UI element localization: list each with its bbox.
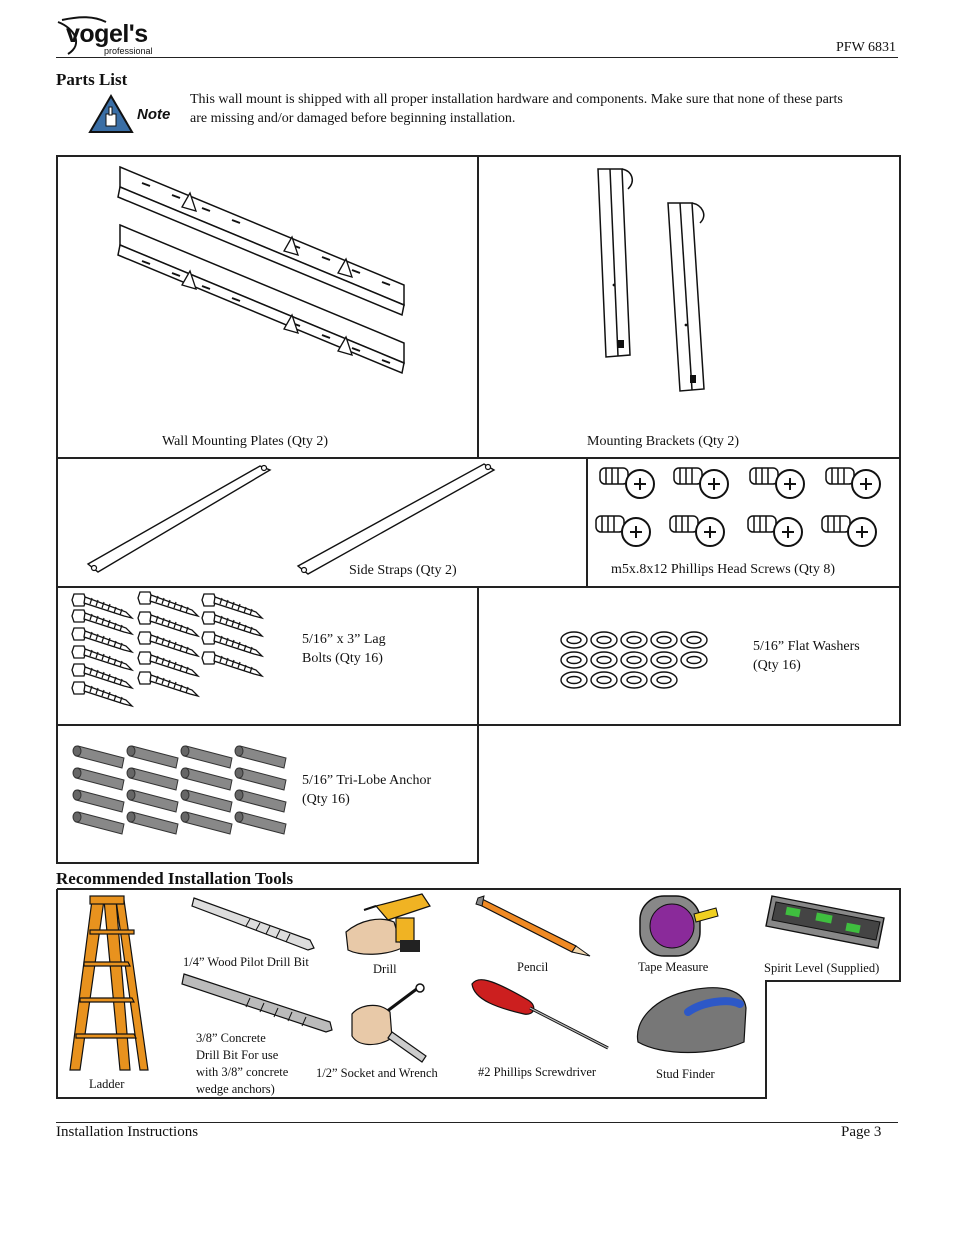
socket-wrench-icon [346,984,436,1064]
tape-measure-icon [636,890,726,960]
lag-bolt-illustration [70,590,270,720]
pencil-icon [476,890,596,960]
caption-screws: m5x.8x12 Phillips Head Screws (Qty 8) [611,562,835,577]
caption-washers-line2: (Qty 16) [753,658,801,673]
tool-label-stud-finder: Stud Finder [656,1067,715,1081]
caption-anchors-line2: (Qty 16) [302,792,350,807]
note-hand-icon [88,94,134,134]
footer-rule [56,1122,898,1123]
tool-label-drill: Drill [373,962,397,976]
caption-wall-plates: Wall Mounting Plates (Qty 2) [162,434,329,449]
caption-lag-bolts-line2: Bolts (Qty 16) [302,651,383,666]
tool-label-tape: Tape Measure [638,960,709,974]
tool-label-ladder: Ladder [89,1077,125,1091]
drill-icon [340,890,440,960]
tool-label-wood-bit: 1/4” Wood Pilot Drill Bit [183,955,309,969]
tool-label-level: Spirit Level (Supplied) [764,961,880,975]
tools-title: Recommended Installation Tools [56,869,294,888]
flat-washer-illustration [560,630,710,690]
tool-label-concrete-bit-line3: with 3/8” concrete [196,1065,289,1079]
footer-page-number: Page 3 [841,1124,882,1140]
phillips-screwdriver-icon [468,976,618,1056]
caption-anchors-line1: 5/16” Tri-Lobe Anchor [302,773,432,788]
header-rule [56,57,898,58]
footer-left: Installation Instructions [56,1124,199,1140]
brand-name: vogel's [66,20,148,48]
wall-plate-illustration [112,165,412,365]
tool-label-socket: 1/2” Socket and Wrench [316,1066,438,1080]
brand-subtitle: professional [104,46,153,56]
caption-lag-bolts-line1: 5/16” x 3” Lag [302,632,386,647]
ladder-icon [64,894,154,1074]
mounting-bracket-illustration [592,165,722,415]
tool-label-concrete-bit-line1: 3/8” Concrete [196,1031,266,1045]
caption-washers-line1: 5/16” Flat Washers [753,639,860,654]
stud-finder-icon [632,982,752,1062]
parts-list-title: Parts List [56,70,128,89]
note-text-line1: This wall mount is shipped with all proper installation hardware and components. Make sure that none of these parts [190,92,843,107]
tool-label-concrete-bit-line2: Drill Bit For use [196,1048,279,1062]
note-label: Note [137,106,171,123]
model-number: PFW 6831 [836,40,897,55]
brand-logo [54,14,174,58]
wood-drill-bit-icon [190,894,320,954]
note-text-line2: are missing and/or damaged before beginning installation. [190,111,516,126]
spirit-level-icon [764,892,890,952]
tool-label-concrete-bit-line4: wedge anchors) [196,1082,275,1096]
phillips-screw-illustration [596,462,886,557]
tool-label-screwdriver: #2 Phillips Screwdriver [478,1065,597,1079]
tool-label-pencil: Pencil [517,960,549,974]
tri-lobe-anchor-illustration [70,742,300,842]
caption-brackets: Mounting Brackets (Qty 2) [587,434,740,449]
caption-side-straps: Side Straps (Qty 2) [349,563,457,578]
